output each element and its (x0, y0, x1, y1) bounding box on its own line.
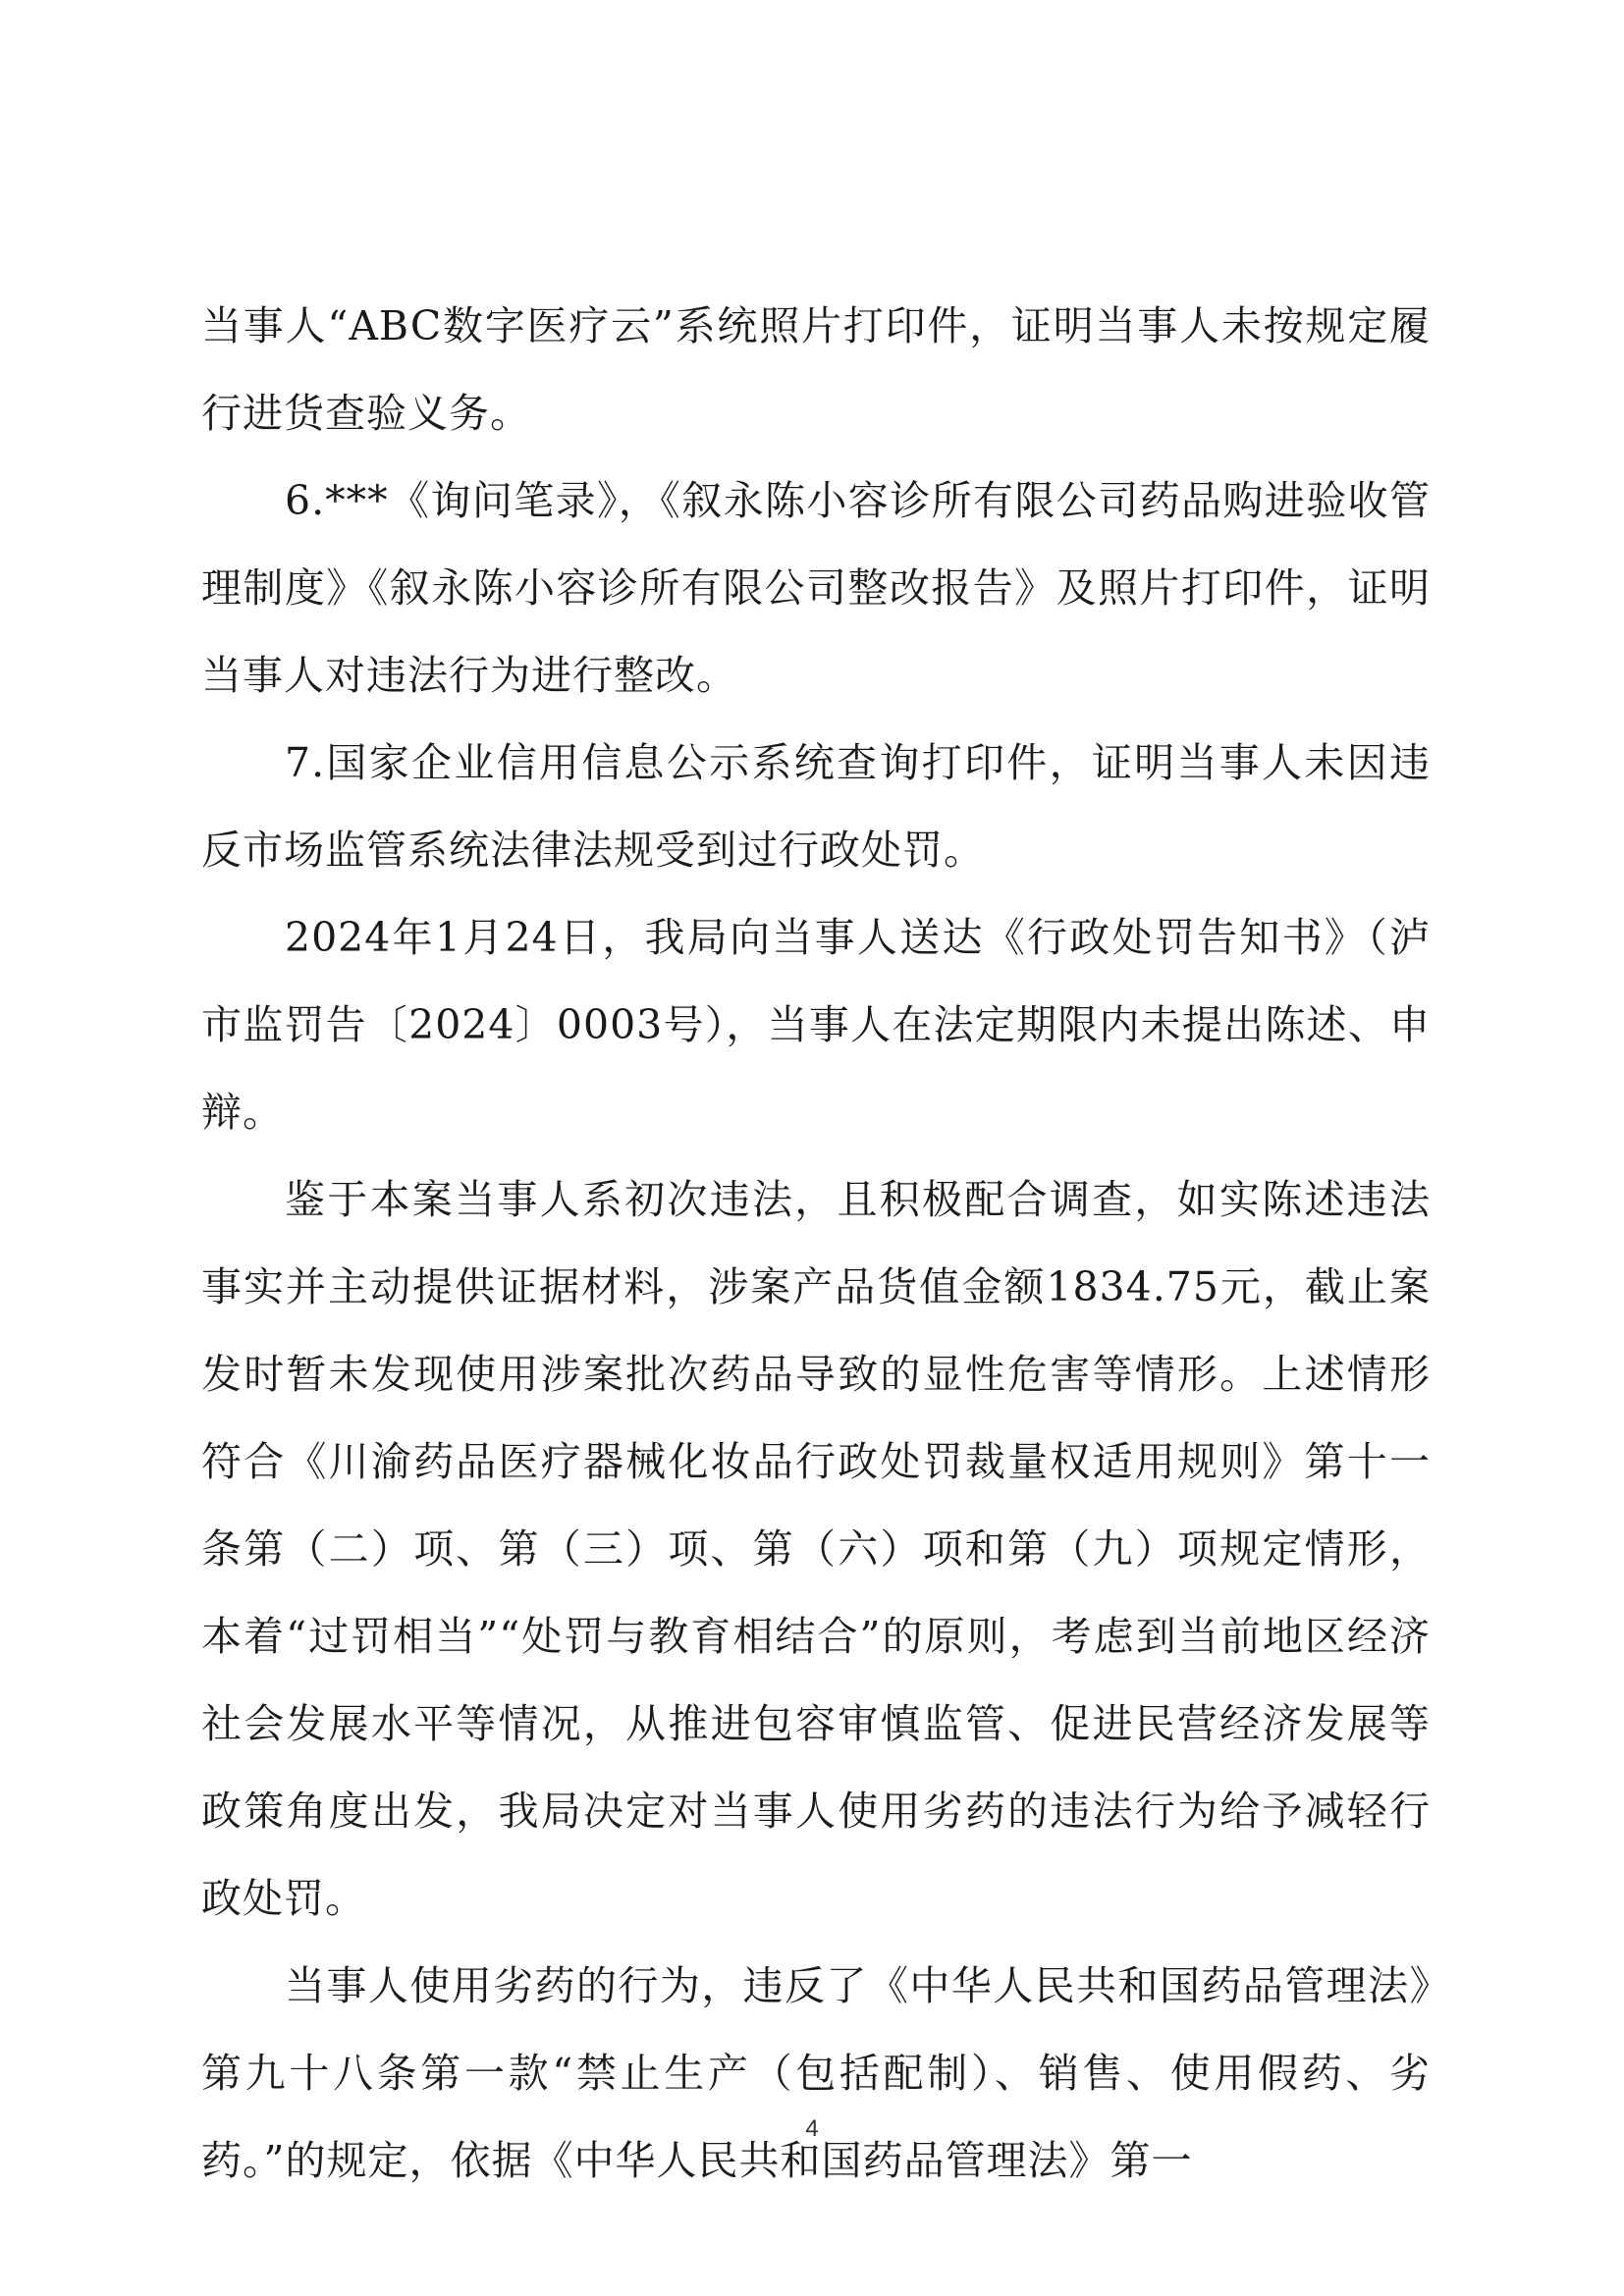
paragraph-mitigation: 鉴于本案当事人系初次违法，且积极配合调查，如实陈述违法事实并主动提供证据材料，涉案产品货值金额1834.75元，截止案发时暂未发现使用涉案批次药品导致的显性危害等情形。上述情形符合《川渝药品医疗器械化妆品行政处罚裁量权适用规则》第十一条第（二）项、第（三）项、第（六）项和第（九）项规定情形，本着“过罚相当”“处罚与教育相结合”的原则，考虑到当前地区经济社会发展水平等情况，从推进包容审慎监管、促进民营经济发展等政策角度出发，我局决定对当事人使用劣药的违法行为给予减轻行政处罚。 (201, 1176, 1431, 1922)
page-number: 4 (805, 2115, 819, 2142)
paragraph-evidence-5-continued: 当事人“ABC数字医疗云”系统照片打印件，证明当事人未按规定履行进货查验义务。 (201, 302, 1431, 437)
paragraph-evidence-7: 7.国家企业信用信息公示系统查询打印件，证明当事人未因违反市场监管系统法律法规受到过行政处罚。 (201, 739, 1431, 874)
document-body (201, 283, 1431, 2205)
paragraph-evidence-6: 6.***《询问笔录》，《叙永陈小容诊所有限公司药品购进验收管理制度》《叙永陈小容诊所有限公司整改报告》及照片打印件，证明当事人对违法行为进行整改。 (201, 477, 1431, 699)
paragraph-notice-delivery: 2024年1月24日，我局向当事人送达《行政处罚告知书》（泸市监罚告〔2024〕0003号），当事人在法定期限内未提出陈述、申辩。 (201, 914, 1431, 1136)
paragraph-legal-basis: 当事人使用劣药的行为，违反了《中华人民共和国药品管理法》第九十八条第一款“禁止生产（包括配制）、销售、使用假药、劣药。”的规定，依据《中华人民共和国药品管理法》第一 (201, 1962, 1431, 2184)
